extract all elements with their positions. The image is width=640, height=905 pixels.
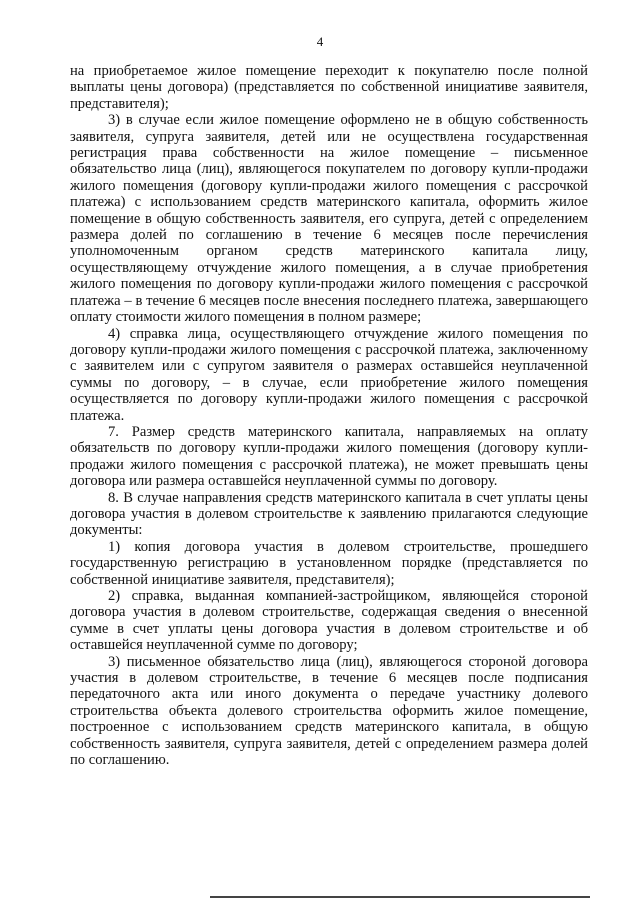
paragraph-section-8: 8. В случае направления средств материнского капитала в счет уплаты цены договора участия в долевом строительстве к заявлению прилагаются следующие документы:: [70, 489, 588, 539]
paragraph-section-7: 7. Размер средств материнского капитала, направляемых на оплату обязательств по договору купли-продажи жилого помещения (договору купли-продажи жилого помещения с рассрочкой платежа), не может превышать цены договора или размера оставшейся неуплаченной суммы по договору.: [70, 423, 588, 490]
paragraph-section-8-item-2: 2) справка, выданная компанией-застройщиком, являющейся стороной договора участия в долевом строительстве, содержащая сведения о внесенной сумме в счет уплаты цены договора участия в долевом строительстве и об оставшейся неуплаченной сумме по договору;: [70, 588, 588, 654]
paragraph-item-4: 4) справка лица, осуществляющего отчуждение жилого помещения по договору купли-продажи жилого помещения с рассрочкой платежа, заключенному с заявителем или с супругом заявителя о размерах оставшейся неуплаченной суммы по договору, – в случае, если приобретение жилого помещения осуществляется по договору купли-продажи жилого помещения с рассрочкой платежа.: [70, 325, 588, 424]
paragraph-section-8-item-3: 3) письменное обязательство лица (лиц), являющегося стороной договора участия в долевом строительстве, в течение 6 месяцев после подписания передаточного акта или иного документа о передаче участнику долевого строительства объекта долевого строительства оформить жилое помещение, построенное с использованием средств материнского капитала, в общую собственность заявителя, супруга заявителя, детей с определением размера долей по соглашению.: [70, 653, 588, 769]
paragraph-continuation: на приобретаемое жилое помещение переходит к покупателю после полной выплаты цены договора) (представляется по собственной инициативе заявителя, представителя);: [70, 63, 588, 112]
document-body: [70, 63, 588, 768]
page-number: 4: [316, 34, 324, 49]
paragraph-item-3: 3) в случае если жилое помещение оформлено не в общую собственность заявителя, супруга заявителя, детей или не осуществлена государственная регистрация права собственности на жилое помещение – письменное обязательство лица (лиц), являющегося покупателем по договору купли-продажи жилого помещения (договору купли-продажи жилого помещения с рассрочкой платежа) с использованием средств материнского капитала, оформить жилое помещение в общую собственность заявителя, его супруга, детей с определением размера долей по соглашению в течение 6 месяцев после перечисления уполномоченным органом средств материнского капитала лицу, осуществляющему отчуждение жилого помещения, а в случае приобретения жилого помещения по договору купли-продажи жилого помещения с рассрочкой платежа – в течение 6 месяцев после внесения последнего платежа, завершающего оплату стоимости жилого помещения в полном размере;: [70, 112, 588, 326]
paragraph-section-8-item-1: 1) копия договора участия в долевом строительстве, прошедшего государственную регистрацию в установленном порядке (представляется по собственной инициативе заявителя, представителя);: [70, 538, 588, 588]
scan-edge-line: [210, 896, 590, 898]
